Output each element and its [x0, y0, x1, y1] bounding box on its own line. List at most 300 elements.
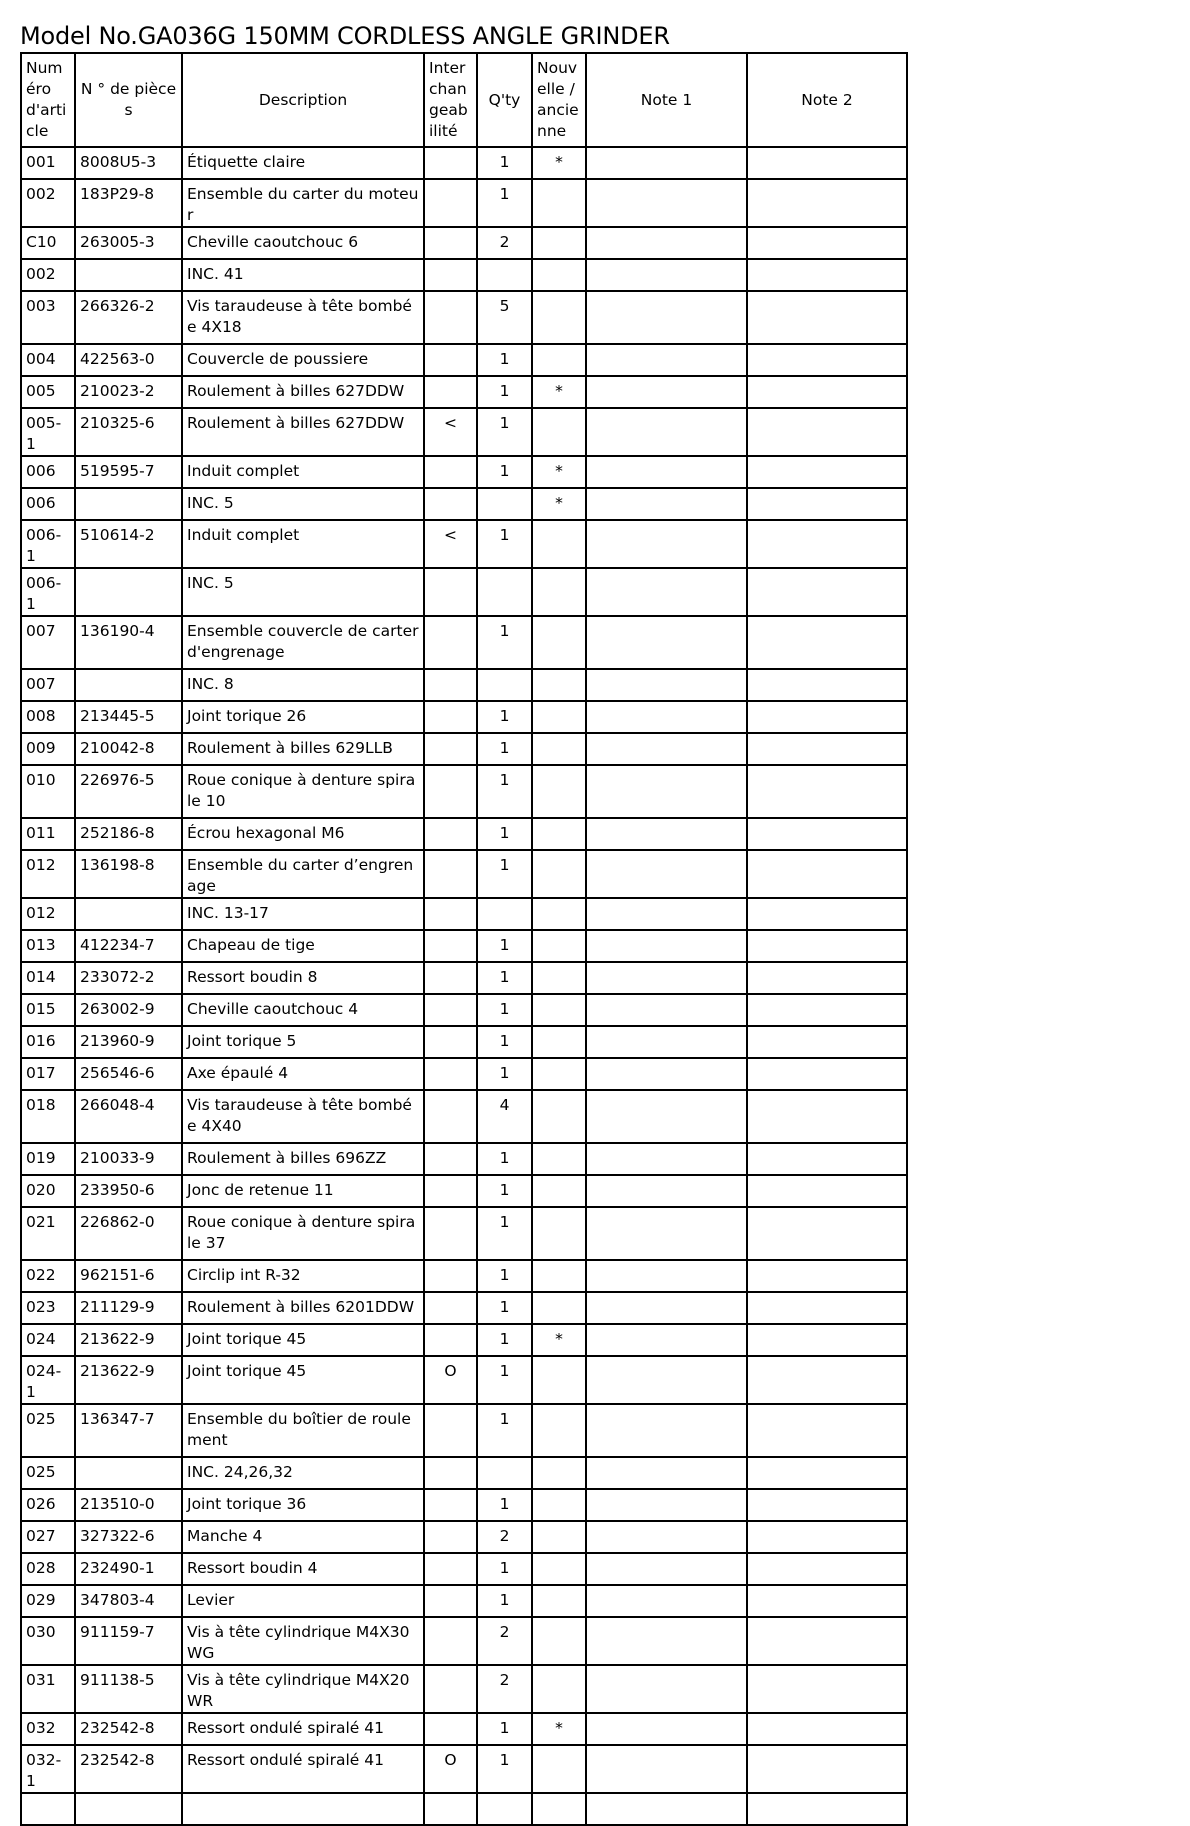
cell-note-1: [586, 1356, 747, 1404]
cell-new-old: [532, 1665, 586, 1713]
table-row: [21, 1489, 907, 1521]
cell-note-1: [586, 227, 747, 259]
table-row: [21, 1207, 907, 1260]
cell-new-old: *: [532, 376, 586, 408]
cell-quantity: 1: [477, 765, 532, 818]
cell-note-1: [586, 669, 747, 701]
cell-description: Ensemble du carter d’engrenage: [182, 850, 424, 898]
cell-quantity: 1: [477, 520, 532, 568]
cell-item-number: 016: [21, 1026, 75, 1058]
cell-quantity: 1: [477, 1026, 532, 1058]
table-row: [21, 962, 907, 994]
table-row: [21, 147, 907, 179]
cell-item-number: 031: [21, 1665, 75, 1713]
table-row: [21, 520, 907, 568]
cell-new-old: *: [532, 488, 586, 520]
cell-note-1: [586, 962, 747, 994]
table-row-cutoff: [21, 1793, 907, 1825]
cell-new-old: [532, 344, 586, 376]
cell-note-2: [747, 1324, 907, 1356]
cell-description: Levier: [182, 1585, 424, 1617]
cell-empty: [532, 1793, 586, 1825]
cell-item-number: 002: [21, 179, 75, 227]
cell-interchangeability: [424, 733, 477, 765]
cell-quantity: 1: [477, 1324, 532, 1356]
cell-part-number: 226976-5: [75, 765, 182, 818]
cell-quantity: [477, 1457, 532, 1489]
cell-new-old: [532, 520, 586, 568]
header-item-number: Numéro d'article: [21, 53, 75, 147]
cell-part-number: 911138-5: [75, 1665, 182, 1713]
cell-quantity: 1: [477, 1585, 532, 1617]
cell-note-2: [747, 733, 907, 765]
cell-note-2: [747, 930, 907, 962]
cell-quantity: 1: [477, 147, 532, 179]
cell-part-number: 232490-1: [75, 1553, 182, 1585]
cell-part-number: 211129-9: [75, 1292, 182, 1324]
table-row: [21, 376, 907, 408]
page-title: Model No.GA036G 150MM CORDLESS ANGLE GRINDER: [20, 22, 670, 50]
cell-note-2: [747, 616, 907, 669]
cell-description: Roulement à billes 627DDW: [182, 408, 424, 456]
cell-description: Circlip int R-32: [182, 1260, 424, 1292]
cell-part-number: 232542-8: [75, 1713, 182, 1745]
cell-item-number: 021: [21, 1207, 75, 1260]
cell-new-old: [532, 1404, 586, 1457]
cell-quantity: 1: [477, 850, 532, 898]
cell-quantity: [477, 898, 532, 930]
cell-description: Ressort boudin 4: [182, 1553, 424, 1585]
cell-part-number: 8008U5-3: [75, 147, 182, 179]
table-row: [21, 818, 907, 850]
cell-description: INC. 13-17: [182, 898, 424, 930]
cell-interchangeability: [424, 1207, 477, 1260]
cell-description: Cheville caoutchouc 4: [182, 994, 424, 1026]
cell-note-1: [586, 1143, 747, 1175]
cell-part-number: 210325-6: [75, 408, 182, 456]
cell-item-number: 006: [21, 456, 75, 488]
cell-description: INC. 8: [182, 669, 424, 701]
cell-quantity: 1: [477, 1553, 532, 1585]
cell-note-2: [747, 1585, 907, 1617]
cell-new-old: [532, 898, 586, 930]
cell-interchangeability: [424, 147, 477, 179]
table-row: [21, 227, 907, 259]
cell-description: Vis à tête cylindrique M4X30 WG: [182, 1617, 424, 1665]
cell-note-1: [586, 488, 747, 520]
cell-item-number: 002: [21, 259, 75, 291]
cell-note-2: [747, 669, 907, 701]
cell-note-2: [747, 1175, 907, 1207]
cell-part-number: 213445-5: [75, 701, 182, 733]
cell-interchangeability: [424, 1143, 477, 1175]
cell-description: Joint torique 45: [182, 1356, 424, 1404]
cell-note-2: [747, 818, 907, 850]
cell-note-1: [586, 520, 747, 568]
cell-description: INC. 5: [182, 568, 424, 616]
table-row: [21, 1404, 907, 1457]
cell-interchangeability: [424, 227, 477, 259]
cell-description: Cheville caoutchouc 6: [182, 227, 424, 259]
cell-note-2: [747, 1617, 907, 1665]
cell-interchangeability: O: [424, 1356, 477, 1404]
cell-description: Ressort ondulé spiralé 41: [182, 1745, 424, 1793]
cell-item-number: 008: [21, 701, 75, 733]
cell-part-number: 210042-8: [75, 733, 182, 765]
cell-item-number: 024-1: [21, 1356, 75, 1404]
cell-interchangeability: <: [424, 408, 477, 456]
cell-interchangeability: [424, 1553, 477, 1585]
cell-interchangeability: [424, 1617, 477, 1665]
cell-empty: [586, 1793, 747, 1825]
cell-description: Vis taraudeuse à tête bombée 4X40: [182, 1090, 424, 1143]
cell-interchangeability: [424, 376, 477, 408]
cell-new-old: *: [532, 456, 586, 488]
cell-item-number: 032: [21, 1713, 75, 1745]
cell-quantity: [477, 488, 532, 520]
cell-interchangeability: [424, 1058, 477, 1090]
cell-note-1: [586, 1324, 747, 1356]
cell-quantity: 2: [477, 1665, 532, 1713]
header-part-number: N ° de pièces: [75, 53, 182, 147]
cell-note-1: [586, 408, 747, 456]
table-row: [21, 1521, 907, 1553]
cell-note-2: [747, 898, 907, 930]
cell-note-2: [747, 1745, 907, 1793]
table-row: [21, 1058, 907, 1090]
table-row: [21, 568, 907, 616]
cell-quantity: 1: [477, 1713, 532, 1745]
cell-interchangeability: [424, 344, 477, 376]
cell-interchangeability: [424, 488, 477, 520]
cell-item-number: C10: [21, 227, 75, 259]
cell-new-old: [532, 1745, 586, 1793]
cell-note-2: [747, 179, 907, 227]
cell-new-old: [532, 1553, 586, 1585]
cell-part-number: 213510-0: [75, 1489, 182, 1521]
cell-interchangeability: [424, 1665, 477, 1713]
cell-empty: [477, 1793, 532, 1825]
cell-description: Jonc de retenue 11: [182, 1175, 424, 1207]
cell-note-2: [747, 520, 907, 568]
cell-part-number: 510614-2: [75, 520, 182, 568]
cell-note-1: [586, 1404, 747, 1457]
cell-note-1: [586, 765, 747, 818]
header-note-1: Note 1: [586, 53, 747, 147]
cell-part-number: 213622-9: [75, 1324, 182, 1356]
cell-part-number: [75, 259, 182, 291]
cell-description: Roulement à billes 696ZZ: [182, 1143, 424, 1175]
cell-item-number: 009: [21, 733, 75, 765]
cell-item-number: 029: [21, 1585, 75, 1617]
cell-item-number: 018: [21, 1090, 75, 1143]
cell-item-number: 003: [21, 291, 75, 344]
cell-note-1: [586, 701, 747, 733]
cell-item-number: 006-1: [21, 520, 75, 568]
cell-part-number: 911159-7: [75, 1617, 182, 1665]
cell-part-number: 233072-2: [75, 962, 182, 994]
cell-note-1: [586, 818, 747, 850]
cell-item-number: 012: [21, 850, 75, 898]
cell-description: Axe épaulé 4: [182, 1058, 424, 1090]
cell-item-number: 005: [21, 376, 75, 408]
cell-note-2: [747, 488, 907, 520]
cell-description: Écrou hexagonal M6: [182, 818, 424, 850]
cell-new-old: [532, 1617, 586, 1665]
cell-description: Roue conique à denture spirale 37: [182, 1207, 424, 1260]
cell-new-old: [532, 669, 586, 701]
cell-note-2: [747, 1404, 907, 1457]
table-row: [21, 1617, 907, 1665]
cell-part-number: 233950-6: [75, 1175, 182, 1207]
cell-note-2: [747, 1090, 907, 1143]
cell-quantity: [477, 669, 532, 701]
header-note-2: Note 2: [747, 53, 907, 147]
cell-quantity: [477, 259, 532, 291]
cell-interchangeability: [424, 1585, 477, 1617]
cell-interchangeability: [424, 1090, 477, 1143]
cell-description: Chapeau de tige: [182, 930, 424, 962]
cell-quantity: 5: [477, 291, 532, 344]
cell-description: Ensemble du boîtier de roulement: [182, 1404, 424, 1457]
cell-item-number: 022: [21, 1260, 75, 1292]
parts-table: [20, 52, 908, 1826]
cell-item-number: 024: [21, 1324, 75, 1356]
cell-interchangeability: [424, 179, 477, 227]
cell-quantity: 1: [477, 818, 532, 850]
cell-description: Roulement à billes 629LLB: [182, 733, 424, 765]
cell-item-number: 023: [21, 1292, 75, 1324]
table-row: [21, 1457, 907, 1489]
cell-note-1: [586, 1090, 747, 1143]
cell-new-old: [532, 1090, 586, 1143]
cell-note-1: [586, 616, 747, 669]
cell-part-number: [75, 1457, 182, 1489]
cell-quantity: 1: [477, 1260, 532, 1292]
table-row: [21, 733, 907, 765]
cell-interchangeability: <: [424, 520, 477, 568]
cell-quantity: 1: [477, 1143, 532, 1175]
cell-description: Manche 4: [182, 1521, 424, 1553]
cell-note-1: [586, 1058, 747, 1090]
cell-interchangeability: [424, 1260, 477, 1292]
cell-description: INC. 5: [182, 488, 424, 520]
cell-description: Étiquette claire: [182, 147, 424, 179]
table-row: [21, 994, 907, 1026]
cell-note-1: [586, 1026, 747, 1058]
table-row: [21, 1260, 907, 1292]
cell-note-2: [747, 701, 907, 733]
cell-new-old: [532, 1292, 586, 1324]
cell-item-number: 025: [21, 1404, 75, 1457]
cell-description: INC. 41: [182, 259, 424, 291]
cell-note-1: [586, 291, 747, 344]
cell-description: Roulement à billes 6201DDW: [182, 1292, 424, 1324]
cell-note-1: [586, 1489, 747, 1521]
cell-part-number: 327322-6: [75, 1521, 182, 1553]
cell-new-old: [532, 850, 586, 898]
cell-interchangeability: [424, 1292, 477, 1324]
cell-part-number: 266326-2: [75, 291, 182, 344]
cell-item-number: 017: [21, 1058, 75, 1090]
cell-note-1: [586, 1665, 747, 1713]
table-row: [21, 701, 907, 733]
cell-note-2: [747, 1713, 907, 1745]
cell-note-1: [586, 344, 747, 376]
header-interchangeability: Interchangeabilité: [424, 53, 477, 147]
cell-note-1: [586, 994, 747, 1026]
cell-description: Ensemble couvercle de carter d'engrenage: [182, 616, 424, 669]
cell-part-number: 183P29-8: [75, 179, 182, 227]
cell-new-old: [532, 1585, 586, 1617]
cell-empty: [747, 1793, 907, 1825]
cell-part-number: 210033-9: [75, 1143, 182, 1175]
cell-part-number: 962151-6: [75, 1260, 182, 1292]
cell-note-2: [747, 850, 907, 898]
cell-description: Induit complet: [182, 520, 424, 568]
cell-part-number: 519595-7: [75, 456, 182, 488]
cell-description: Joint torique 5: [182, 1026, 424, 1058]
cell-new-old: [532, 765, 586, 818]
cell-note-2: [747, 1553, 907, 1585]
cell-note-2: [747, 291, 907, 344]
cell-quantity: 1: [477, 344, 532, 376]
table-header-row: [21, 53, 907, 147]
cell-part-number: 266048-4: [75, 1090, 182, 1143]
table-row: [21, 488, 907, 520]
cell-new-old: [532, 408, 586, 456]
cell-new-old: [532, 1521, 586, 1553]
cell-quantity: 1: [477, 1058, 532, 1090]
table-row: [21, 616, 907, 669]
cell-interchangeability: [424, 1324, 477, 1356]
table-row: [21, 1292, 907, 1324]
cell-note-1: [586, 568, 747, 616]
table-row: [21, 1356, 907, 1404]
cell-note-1: [586, 850, 747, 898]
cell-quantity: 1: [477, 1175, 532, 1207]
cell-description: Roue conique à denture spirale 10: [182, 765, 424, 818]
cell-interchangeability: [424, 1713, 477, 1745]
cell-note-2: [747, 1058, 907, 1090]
cell-part-number: 213960-9: [75, 1026, 182, 1058]
cell-part-number: 136347-7: [75, 1404, 182, 1457]
cell-interchangeability: [424, 898, 477, 930]
cell-item-number: 015: [21, 994, 75, 1026]
table-row: [21, 1553, 907, 1585]
cell-item-number: 001: [21, 147, 75, 179]
cell-note-1: [586, 1617, 747, 1665]
cell-note-2: [747, 344, 907, 376]
cell-interchangeability: [424, 930, 477, 962]
cell-interchangeability: [424, 616, 477, 669]
cell-note-1: [586, 1713, 747, 1745]
cell-part-number: 263005-3: [75, 227, 182, 259]
cell-note-1: [586, 1521, 747, 1553]
cell-description: Roulement à billes 627DDW: [182, 376, 424, 408]
cell-interchangeability: [424, 568, 477, 616]
cell-quantity: 1: [477, 408, 532, 456]
cell-note-1: [586, 733, 747, 765]
cell-note-1: [586, 1207, 747, 1260]
cell-description: Joint torique 36: [182, 1489, 424, 1521]
cell-note-1: [586, 1292, 747, 1324]
cell-item-number: 013: [21, 930, 75, 962]
table-row: [21, 850, 907, 898]
cell-note-2: [747, 147, 907, 179]
cell-part-number: 252186-8: [75, 818, 182, 850]
cell-item-number: 011: [21, 818, 75, 850]
cell-interchangeability: [424, 818, 477, 850]
cell-note-2: [747, 376, 907, 408]
cell-note-2: [747, 765, 907, 818]
cell-note-2: [747, 962, 907, 994]
cell-quantity: 1: [477, 994, 532, 1026]
cell-quantity: 1: [477, 376, 532, 408]
cell-item-number: 012: [21, 898, 75, 930]
cell-interchangeability: [424, 962, 477, 994]
table-row: [21, 179, 907, 227]
cell-quantity: 2: [477, 1617, 532, 1665]
header-description: Description: [182, 53, 424, 147]
cell-note-1: [586, 147, 747, 179]
table-row: [21, 259, 907, 291]
table-row: [21, 291, 907, 344]
cell-note-1: [586, 930, 747, 962]
cell-interchangeability: [424, 669, 477, 701]
cell-note-1: [586, 1175, 747, 1207]
cell-new-old: [532, 1026, 586, 1058]
cell-empty: [75, 1793, 182, 1825]
cell-interchangeability: [424, 994, 477, 1026]
cell-new-old: *: [532, 1324, 586, 1356]
cell-note-1: [586, 1260, 747, 1292]
cell-new-old: [532, 930, 586, 962]
cell-new-old: [532, 1260, 586, 1292]
cell-new-old: [532, 733, 586, 765]
cell-interchangeability: [424, 291, 477, 344]
cell-description: INC. 24,26,32: [182, 1457, 424, 1489]
cell-part-number: 263002-9: [75, 994, 182, 1026]
cell-note-1: [586, 1553, 747, 1585]
cell-note-1: [586, 1457, 747, 1489]
cell-quantity: 1: [477, 1356, 532, 1404]
table-row: [21, 1175, 907, 1207]
cell-item-number: 025: [21, 1457, 75, 1489]
cell-part-number: 347803-4: [75, 1585, 182, 1617]
cell-new-old: [532, 1143, 586, 1175]
cell-part-number: 136198-8: [75, 850, 182, 898]
cell-note-1: [586, 179, 747, 227]
table-row: [21, 1026, 907, 1058]
cell-description: Ressort ondulé spiralé 41: [182, 1713, 424, 1745]
cell-part-number: 226862-0: [75, 1207, 182, 1260]
cell-description: Vis à tête cylindrique M4X20 WR: [182, 1665, 424, 1713]
cell-interchangeability: [424, 765, 477, 818]
cell-part-number: [75, 898, 182, 930]
cell-item-number: 026: [21, 1489, 75, 1521]
table-row: [21, 1090, 907, 1143]
table-row: [21, 456, 907, 488]
cell-quantity: 2: [477, 227, 532, 259]
cell-quantity: 1: [477, 1292, 532, 1324]
cell-quantity: 1: [477, 962, 532, 994]
cell-quantity: 1: [477, 1489, 532, 1521]
cell-quantity: 1: [477, 733, 532, 765]
cell-empty: [424, 1793, 477, 1825]
cell-item-number: 006: [21, 488, 75, 520]
header-new-old: Nouvelle / ancienne: [532, 53, 586, 147]
